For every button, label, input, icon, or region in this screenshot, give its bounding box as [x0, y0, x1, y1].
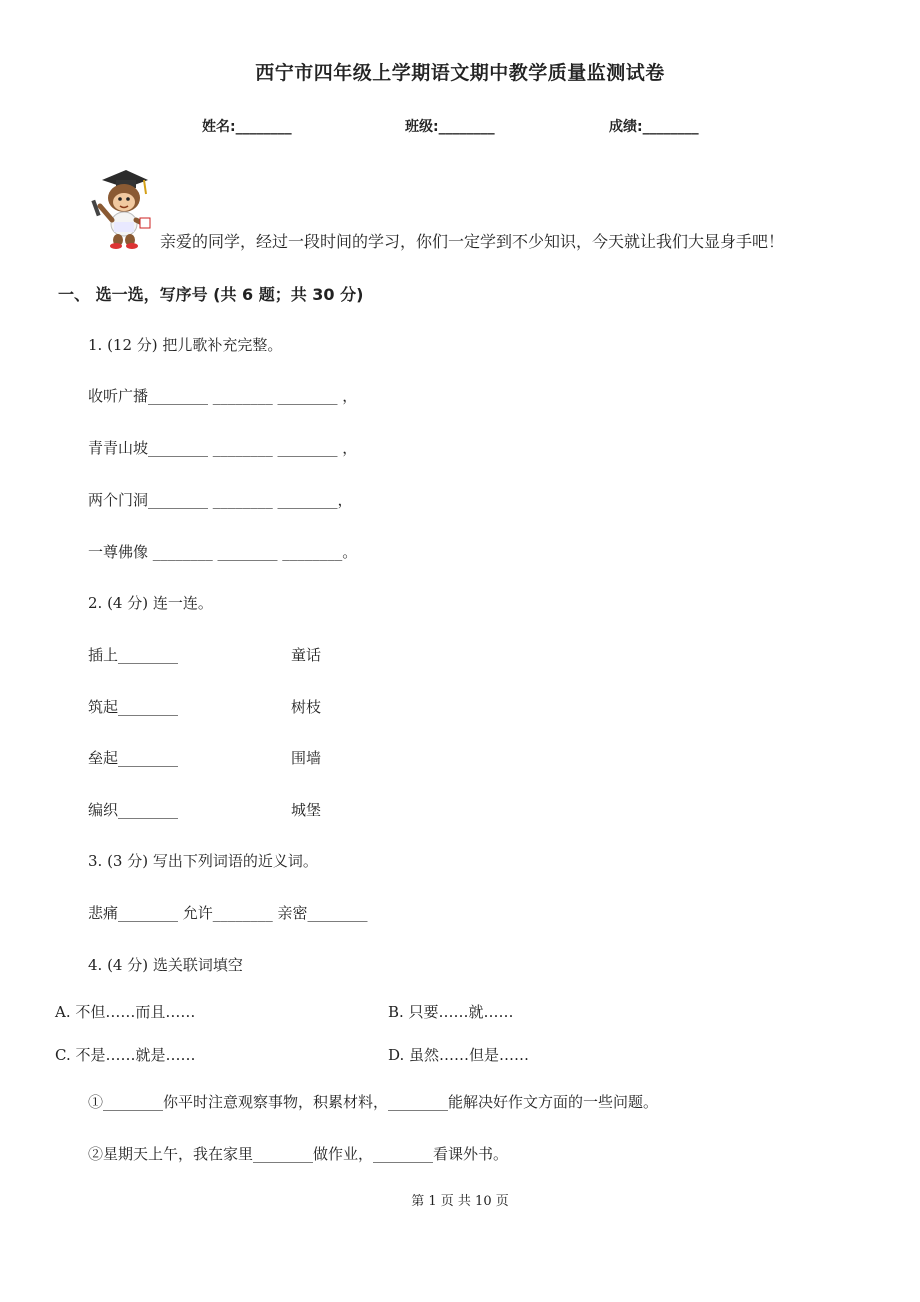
q4-option-c: C. 不是……就是……	[55, 1046, 196, 1064]
q2-right-item: 城堡	[291, 801, 322, 819]
q1-line: 青青山坡________ ________ ________ ，	[88, 439, 358, 457]
q3-line: 悲痛________ 允许________ 亲密________	[88, 904, 368, 922]
q2-left-item: 编织________	[88, 801, 179, 819]
question-3-header: 3. (3 分) 写出下列词语的近义词。	[88, 852, 318, 870]
q4-item: ②星期天上午，我在家里________做作业，________看课外书。	[88, 1145, 509, 1163]
q1-line: 收听广播________ ________ ________ ，	[88, 387, 358, 405]
q2-left-item: 筑起________	[88, 698, 179, 716]
question-2-header: 2. (4 分) 连一连。	[88, 594, 213, 612]
q2-right-item: 树枝	[291, 698, 322, 716]
question-1-header: 1. (12 分) 把儿歌补充完整。	[88, 336, 283, 354]
q4-option-d: D. 虽然……但是……	[388, 1046, 530, 1064]
student-mascot-icon	[86, 162, 152, 250]
q2-right-item: 围墙	[291, 749, 322, 767]
q1-line: 一尊佛像 ________ ________ ________。	[88, 543, 358, 561]
q2-left-item: 插上________	[88, 646, 179, 664]
page-title: 西宁市四年级上学期语文期中教学质量监测试卷	[255, 62, 665, 84]
class-field: 班级:________	[405, 119, 495, 135]
score-field: 成绩:________	[609, 119, 699, 135]
q4-option-a: A. 不但……而且……	[55, 1003, 196, 1021]
greeting-text: 亲爱的同学，经过一段时间的学习，你们一定学到不少知识，今天就让我们大显身手吧！	[160, 232, 785, 251]
q1-line: 两个门洞________ ________ ________，	[88, 491, 353, 509]
q4-option-b: B. 只要……就……	[388, 1003, 514, 1021]
name-field: 姓名:________	[202, 119, 292, 135]
question-4-header: 4. (4 分) 选关联词填空	[88, 956, 243, 974]
q2-right-item: 童话	[291, 646, 322, 664]
q4-item: ①________你平时注意观察事物，积累材料，________能解决好作文方面的一些问题。	[88, 1093, 659, 1111]
page-footer: 第 1 页 共 10 页	[411, 1194, 509, 1209]
q2-left-item: 垒起________	[88, 749, 179, 767]
section-heading: 一、 选一选，写序号 (共 6 题；共 30 分)	[58, 285, 364, 304]
